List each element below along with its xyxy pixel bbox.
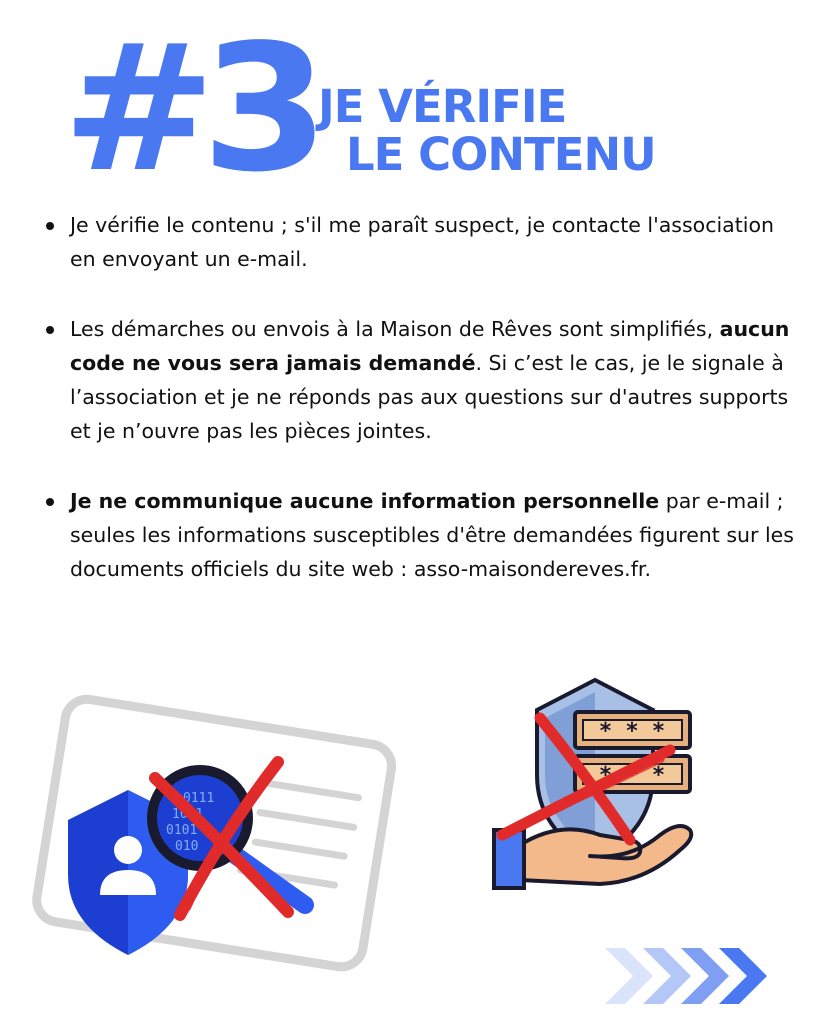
- bullet-bold-text: Je ne communique aucune information personnelle: [70, 489, 660, 513]
- binary-text: 010: [175, 839, 199, 854]
- title-line-1: JE VÉRIFIE: [318, 80, 567, 133]
- bullet-text-end: . Si c’est le cas, je le signale à l’association et je ne réponds pas aux questions sur d'autres supports et je n’ouvre pas les pièces jointes.: [70, 351, 789, 443]
- bullet-text: Je vérifie le contenu ; s'il me paraît suspect, je contacte l'association en envoyant un e-mail.: [70, 213, 775, 271]
- password-mask-text: * * *: [598, 763, 666, 788]
- binary-text: 1001: [172, 807, 204, 822]
- password-mask-text: * * *: [598, 719, 666, 744]
- bullet-text-end: par e-mail ; seules les informations susceptibles d'être demandées figurent sur les documents officiels du site web : asso-maisondereves.fr.: [70, 489, 794, 581]
- bullet-item: [40, 312, 800, 448]
- binary-text: 0111: [183, 791, 215, 806]
- bullet-text: Les démarches ou envois à la Maison de Rêves sont simplifiés,: [70, 317, 720, 341]
- hand-shield-password-crossed-icon: [480, 670, 710, 900]
- step-number: #3: [62, 8, 315, 211]
- bullet-list: [40, 208, 800, 622]
- id-card-shield-magnifier-crossed-icon: [20, 690, 400, 990]
- binary-text: 0101: [166, 823, 198, 838]
- bullet-item: [40, 208, 800, 276]
- bullet-bold-text: aucun code ne vous sera jamais demandé: [70, 317, 790, 375]
- title-line-2: LE CONTENU: [346, 128, 656, 181]
- bullet-item: [40, 484, 800, 586]
- chevrons-right-icon[interactable]: [605, 940, 775, 1012]
- header: [0, 0, 819, 210]
